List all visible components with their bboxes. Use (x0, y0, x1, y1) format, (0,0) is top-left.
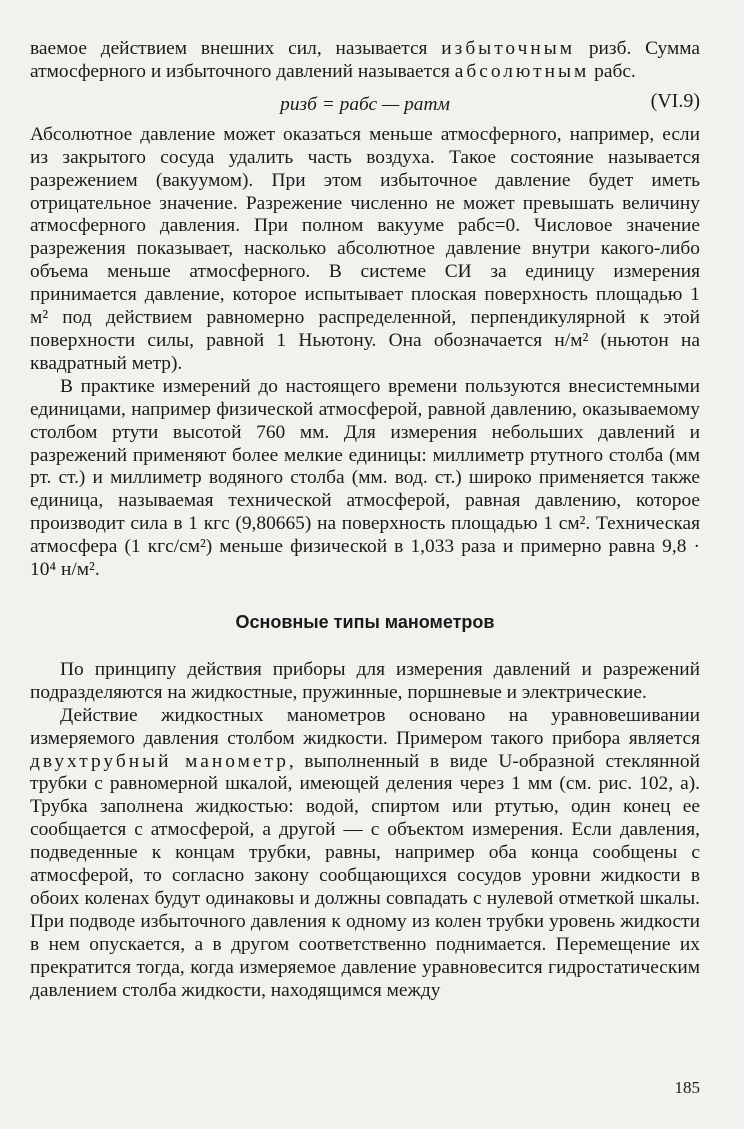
text-span: pабс. (589, 60, 636, 82)
text-span: ваемое действием внешних сил, называется (30, 38, 442, 59)
formula-expression: pизб = pабс — pатм (280, 93, 450, 115)
paragraph-absolute-pressure: Абсолютное давление может оказаться меньше атмосферного, например, если из закрытого сосуда удалить часть воздуха. Такое состояние называется разрежением (вакуумом). При этом избыточное давление будет иметь отрицательное значение. Разрежение численно не может превышать величину атмосферного давления. При полном вакууме pабс=0. Числовое значение разрежения показывает, насколько абсолютное давление внутри какого-либо объема меньше атмосферного. В системе СИ за единицу измерения принимается давление, которое испытывает плоская поверхность площадью 1 м² под действием равномерно распределенной, перпендикулярной к этой поверхности силы, равной 1 Ньютону. Она обозначается н/м² (ньютон на квадратный метр). (30, 123, 700, 374)
emphasized-term: абсолютным (454, 60, 590, 82)
text-span: , выполненный в виде U-образной стеклянной трубки с равномерной шкалой, имеющей деления через 1 мм (см. рис. 102, а). Трубка заполнена жидкостью: водой, спиртом или ртутью, один конец ее сообщается с атмосферой, а другой — с объектом измерения. Если давления, подведенные к концам трубки, равны, например оба конца сообщены с атмосферой, то согласно закону сообщающихся сосудов уровни жидкости в обоих коленах будут одинаковы и должны совпадать с нулевой отметкой шкалы. При подводе избыточного давления к одному из колен трубки уровень жидкости в нем опускается, а в другом соответственно поднимается. Перемещение их прекратится тогда, когда измеряемое давление уравновесится гидростатическим давлением столба жидкости, находящимся между (30, 750, 700, 1001)
paragraph-units: В практике измерений до настоящего времени пользуются внесистемными единицами, например физической атмосферой, равной давлению, оказываемому столбом ртути высотой 760 мм. Для измерения небольших давлений и разрежений применяют более мелкие единицы: миллиметр ртутного столба (мм рт. ст.) и миллиметр водяного столба (мм. вод. ст.) широко применяется также единица, называемая технической атмосферой, равная давлению, которое производит сила в 1 кгс (9,80665) на поверхность площадью 1 см². Техническая атмосфера (1 кгс/см²) меньше физической в 1,033 раза и примерно равна 9,8 · 10⁴ н/м². (30, 375, 700, 581)
paragraph-intro (30, 38, 700, 84)
paragraph-classification: По принципу действия приборы для измерения давлений и разрежений подразделяются на жидкостные, пружинные, поршневые и электрические. (30, 658, 700, 703)
emphasized-term: двухтрубный манометр (30, 750, 289, 772)
emphasized-term: избыточным (441, 38, 576, 59)
paragraph-liquid-manometers (30, 705, 700, 1003)
formula-line (30, 88, 700, 122)
text-span: Действие жидкостных манометров основано на уравновешивании измеряемого давления столбом жидкости. Примером такого прибора является (30, 704, 700, 749)
section-heading: Основные типы манометров (235, 611, 495, 632)
page-number: 185 (674, 1078, 700, 1097)
text-span: pизб. Сумма атмосферного и избыточного давлений называется (30, 38, 700, 82)
formula-number: (VI.9) (650, 89, 700, 112)
